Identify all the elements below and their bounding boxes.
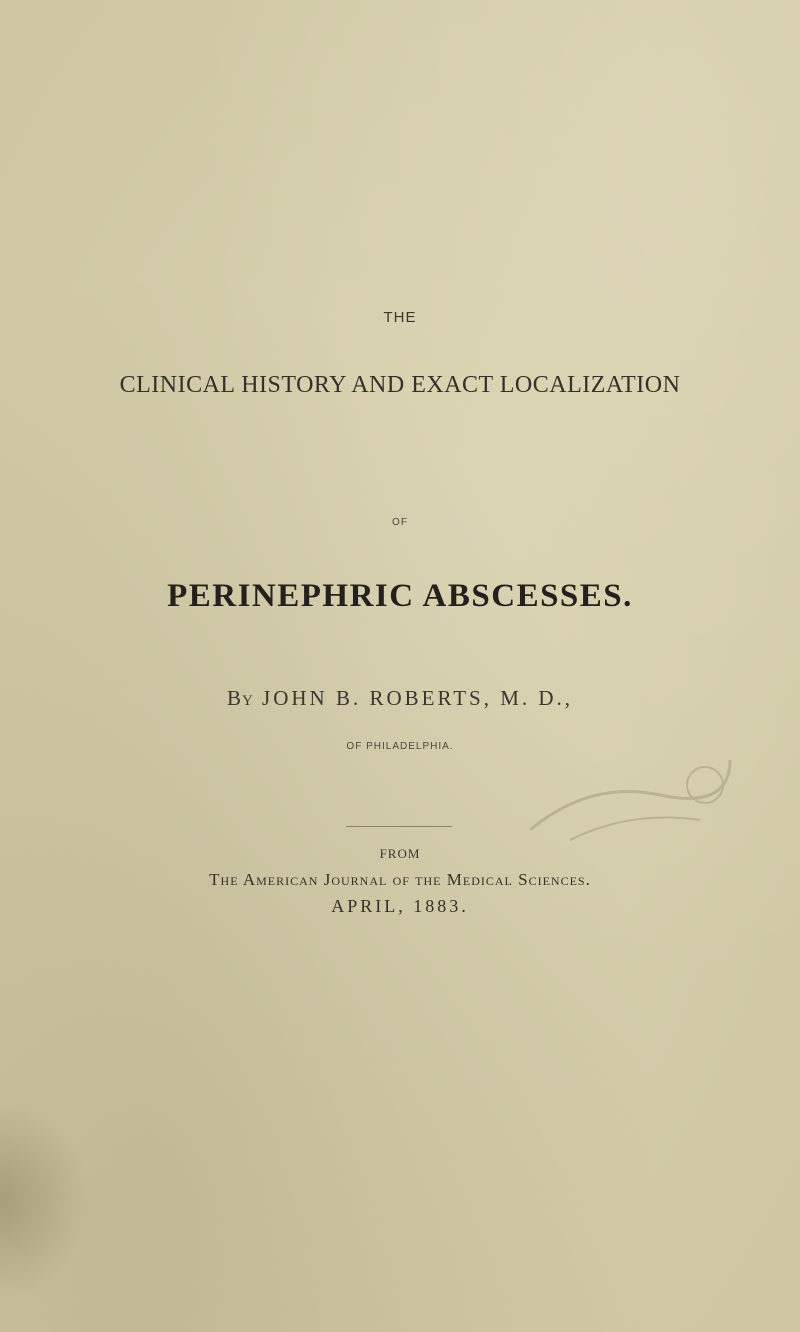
author-prefix: By — [226, 686, 254, 710]
divider-rule — [346, 826, 452, 827]
author-city: OF PHILADELPHIA. — [346, 741, 454, 752]
title-kicker: THE — [383, 309, 417, 326]
author-name: JOHN B. ROBERTS, M. D., — [262, 686, 574, 710]
author-line — [0, 686, 800, 711]
paper-stain — [0, 1100, 90, 1300]
main-title: CLINICAL HISTORY AND EXACT LOCALIZATION — [119, 372, 681, 398]
journal-name: The American Journal of the Medical Sciences. — [209, 870, 591, 889]
from-label: FROM — [379, 846, 421, 861]
faded-stamp — [510, 740, 740, 850]
subtitle: PERINEPHRIC ABSCESSES. — [167, 578, 633, 614]
title-connector: OF — [392, 517, 408, 528]
publication-date: APRIL, 1883. — [331, 896, 469, 916]
